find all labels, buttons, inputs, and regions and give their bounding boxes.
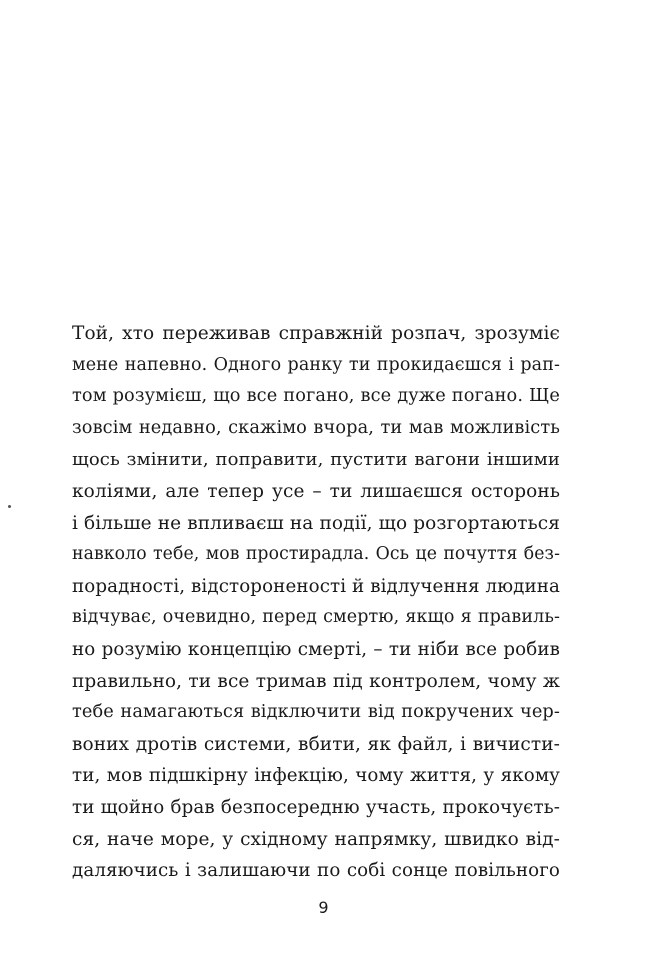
text-line: но розумію концепцію смерті, – ти ніби все робив [72,638,560,660]
text-line: зовсім недавно, скажімо вчора, ти мав можливість [72,417,560,438]
text-line: порадності, відстороненості й відлучення людина [72,575,561,597]
text-line: навколо тебе, мов простирадла. Ось це почуття без- [72,544,560,565]
text-line: відчуває, очевидно, перед смертю, якщо я правиль- [72,607,560,628]
text-line: ся, наче море, у східному напрямку, швидко від- [72,828,560,850]
text-line: ти, мов підшкірну інфекцію, чому життя, у якому [72,765,560,787]
text-line: мене напевно. Одного ранку ти прокидаєшся і рап- [72,354,560,375]
text-line: і більше не впливаєш на події, що розгортаються [72,512,560,534]
text-line: том розумієш, що все погано, все дуже погано. Ще [72,386,560,407]
page-number: 9 [318,898,329,917]
text-line: ти щойно брав безпосередню участь, прокочуєть- [72,796,560,818]
text-line: правильно, ти все тримав під контролем, чому ж [72,670,560,692]
text-line: щось змінити, поправити, пустити вагони іншими [72,449,560,471]
text-line: Той, хто переживав справжній розпач, зрозуміє [72,323,560,344]
text-line: даляючись і залишаючи по собі сонце повільного [72,860,560,882]
text-line: тебе намагаються відключити від покручених чер- [72,702,560,723]
body-text [72,318,560,887]
text-line: воних дротів системи, вбити, як файл, і вичисти- [72,733,560,755]
text-line: коліями, але тепер усе – ти лишаєшся осторонь [72,480,560,502]
margin-speck [8,505,11,508]
